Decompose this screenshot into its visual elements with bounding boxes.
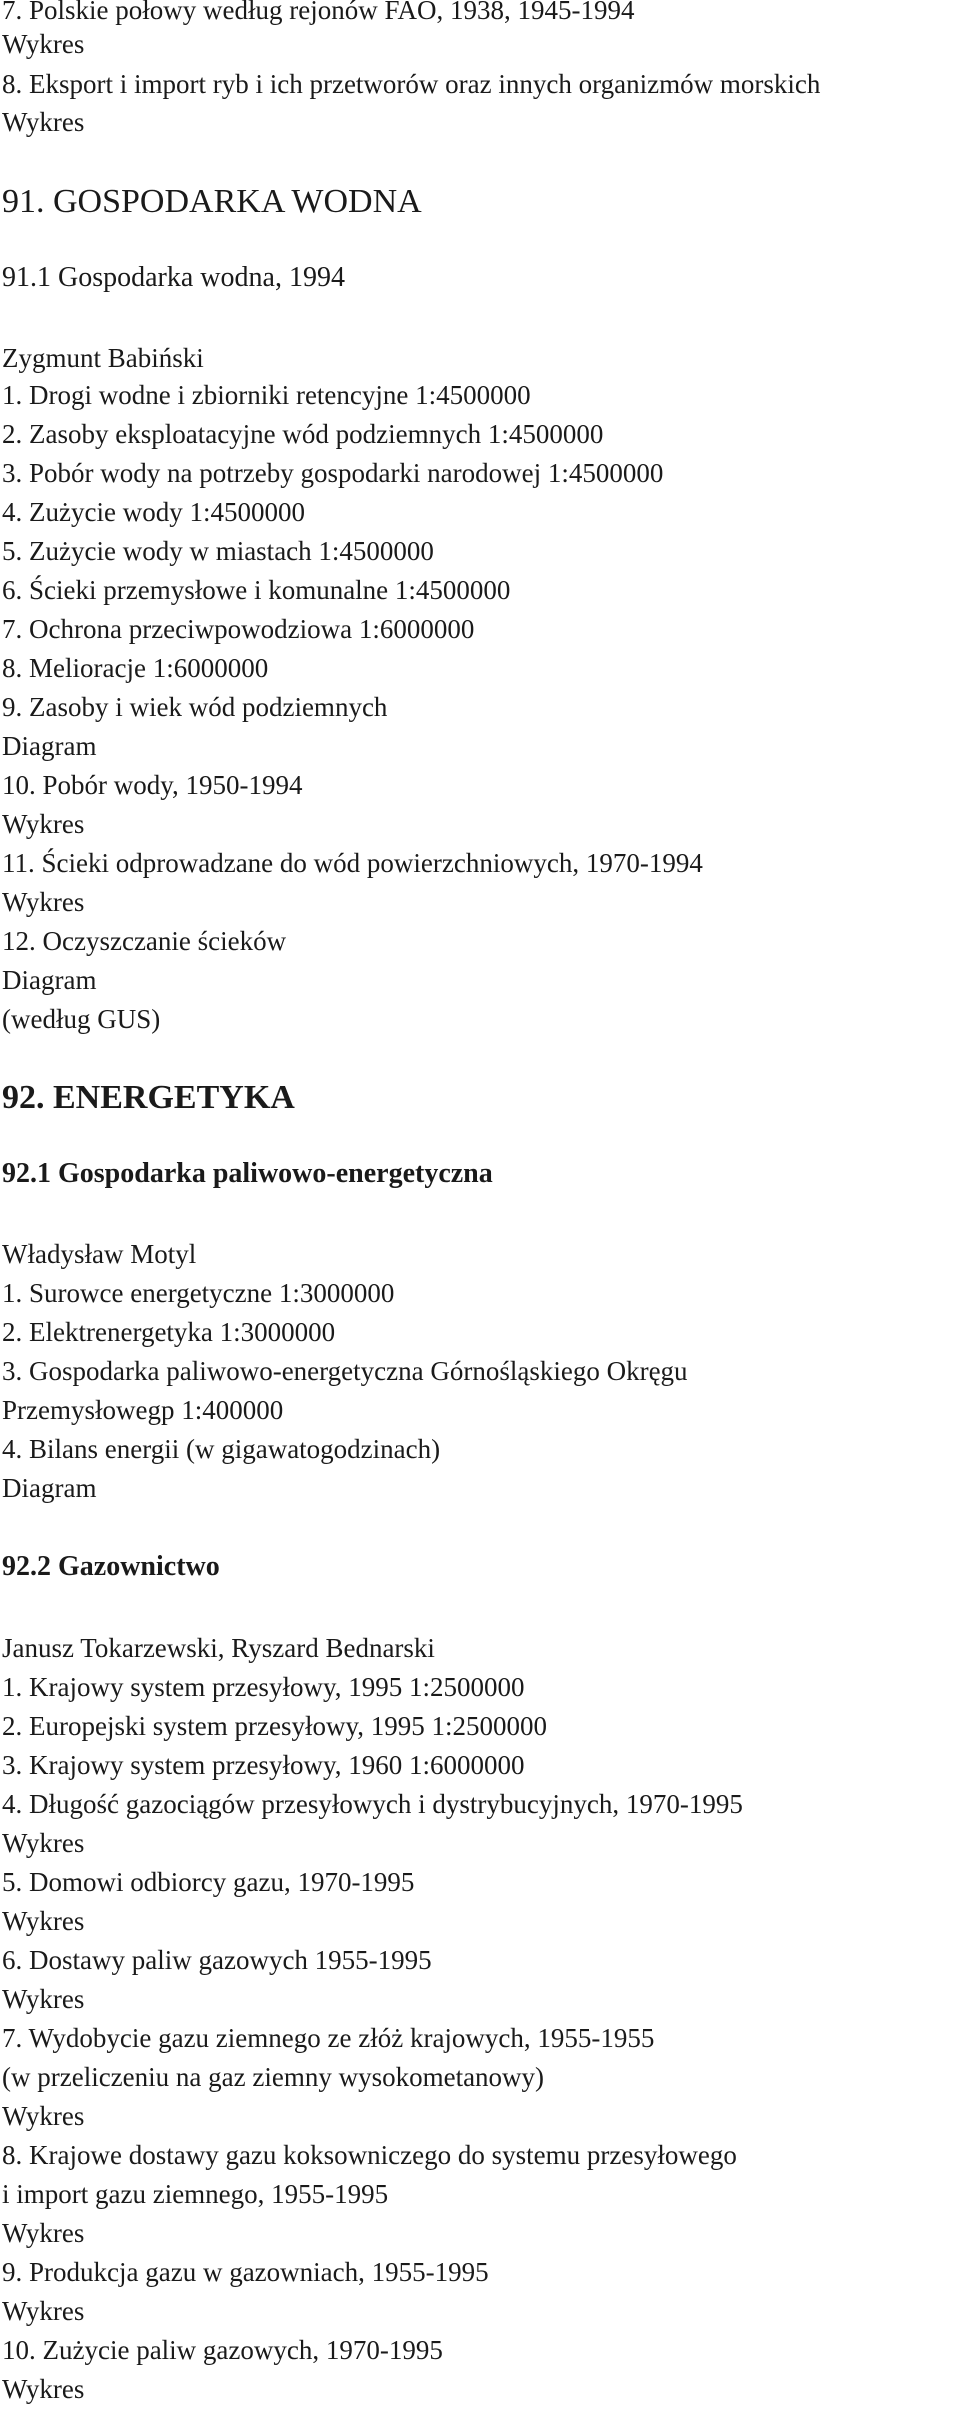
list-item: 4. Zużycie wody 1:4500000 [2, 497, 305, 527]
list-item-type: Diagram [2, 731, 97, 761]
list-item-type: Wykres [2, 2101, 85, 2131]
list-item: 9. Produkcja gazu w gazowniach, 1955-1995 [2, 2257, 489, 2287]
list-item: 2. Elektrenergetyka 1:3000000 [2, 1317, 336, 1347]
chapter-title: 92. ENERGETYKA [2, 1079, 295, 1116]
list-item-continued: i import gazu ziemnego, 1955-1995 [2, 2179, 389, 2209]
list-item-continued: (w przeliczeniu na gaz ziemny wysokometanowy) [2, 2062, 545, 2092]
list-item-type: Wykres [2, 809, 85, 839]
list-item: 6. Ścieki przemysłowe i komunalne 1:4500000 [2, 575, 511, 605]
list-item: 3. Pobór wody na potrzeby gospodarki narodowej 1:4500000 [2, 458, 664, 488]
list-item-type: Diagram [2, 1473, 97, 1503]
list-item-type: Wykres [2, 1906, 85, 1936]
list-item: 8. Krajowe dostawy gazu koksowniczego do systemu przesyłowego [2, 2140, 737, 2170]
author: Zygmunt Babiński [2, 343, 204, 373]
list-item: 2. Zasoby eksploatacyjne wód podziemnych 1:4500000 [2, 419, 604, 449]
section-title: 92.2 Gazownictwo [2, 1551, 220, 1582]
list-item: 12. Oczyszczanie ścieków [2, 926, 287, 956]
list-item: 3. Krajowy system przesyłowy, 1960 1:6000000 [2, 1750, 525, 1780]
list-item-type: Wykres [2, 2296, 85, 2326]
list-item: 3. Gospodarka paliwowo-energetyczna Górnośląskiego Okręgu [2, 1356, 688, 1386]
list-item-type: Diagram [2, 965, 97, 995]
list-item: 5. Zużycie wody w miastach 1:4500000 [2, 536, 434, 566]
list-item-type: Wykres [2, 1984, 85, 2014]
list-item: 5. Domowi odbiorcy gazu, 1970-1995 [2, 1867, 415, 1897]
list-item: 4. Bilans energii (w gigawatogodzinach) [2, 1434, 441, 1464]
list-item: 10. Zużycie paliw gazowych, 1970-1995 [2, 2335, 443, 2365]
list-item-type: Wykres [2, 2218, 85, 2248]
list-item: 10. Pobór wody, 1950-1994 [2, 770, 303, 800]
list-item: 7. Polskie połowy według rejonów FAO, 1938, 1945-1994 [2, 0, 635, 25]
list-item-continued: Przemysłowegp 1:400000 [2, 1395, 284, 1425]
list-item-type: Wykres [2, 1828, 85, 1858]
list-item-type: Wykres [2, 887, 85, 917]
list-item: 1. Drogi wodne i zbiorniki retencyjne 1:4500000 [2, 380, 531, 410]
source-note: (według GUS) [2, 1004, 161, 1034]
list-item: 7. Ochrona przeciwpowodziowa 1:6000000 [2, 614, 475, 644]
section-title: 91.1 Gospodarka wodna, 1994 [2, 262, 345, 293]
author: Janusz Tokarzewski, Ryszard Bednarski [2, 1633, 435, 1663]
list-item-type: Wykres [2, 107, 85, 137]
list-item: 8. Eksport i import ryb i ich przetworów oraz innych organizmów morskich [2, 69, 821, 99]
list-item-type: Wykres [2, 2374, 85, 2404]
list-item: 4. Długość gazociągów przesyłowych i dystrybucyjnych, 1970-1995 [2, 1789, 743, 1819]
list-item: 11. Ścieki odprowadzane do wód powierzchniowych, 1970-1994 [2, 848, 703, 878]
list-item: 1. Krajowy system przesyłowy, 1995 1:2500000 [2, 1672, 525, 1702]
list-item-type: Wykres [2, 29, 85, 59]
list-item: 7. Wydobycie gazu ziemnego ze złóż krajowych, 1955-1955 [2, 2023, 655, 2053]
chapter-title: 91. GOSPODARKA WODNA [2, 183, 422, 220]
list-item: 6. Dostawy paliw gazowych 1955-1995 [2, 1945, 432, 1975]
section-title: 92.1 Gospodarka paliwowo-energetyczna [2, 1158, 493, 1189]
list-item: 8. Melioracje 1:6000000 [2, 653, 269, 683]
author: Władysław Motyl [2, 1239, 197, 1269]
list-item: 9. Zasoby i wiek wód podziemnych [2, 692, 388, 722]
list-item: 2. Europejski system przesyłowy, 1995 1:2500000 [2, 1711, 547, 1741]
list-item: 1. Surowce energetyczne 1:3000000 [2, 1278, 395, 1308]
